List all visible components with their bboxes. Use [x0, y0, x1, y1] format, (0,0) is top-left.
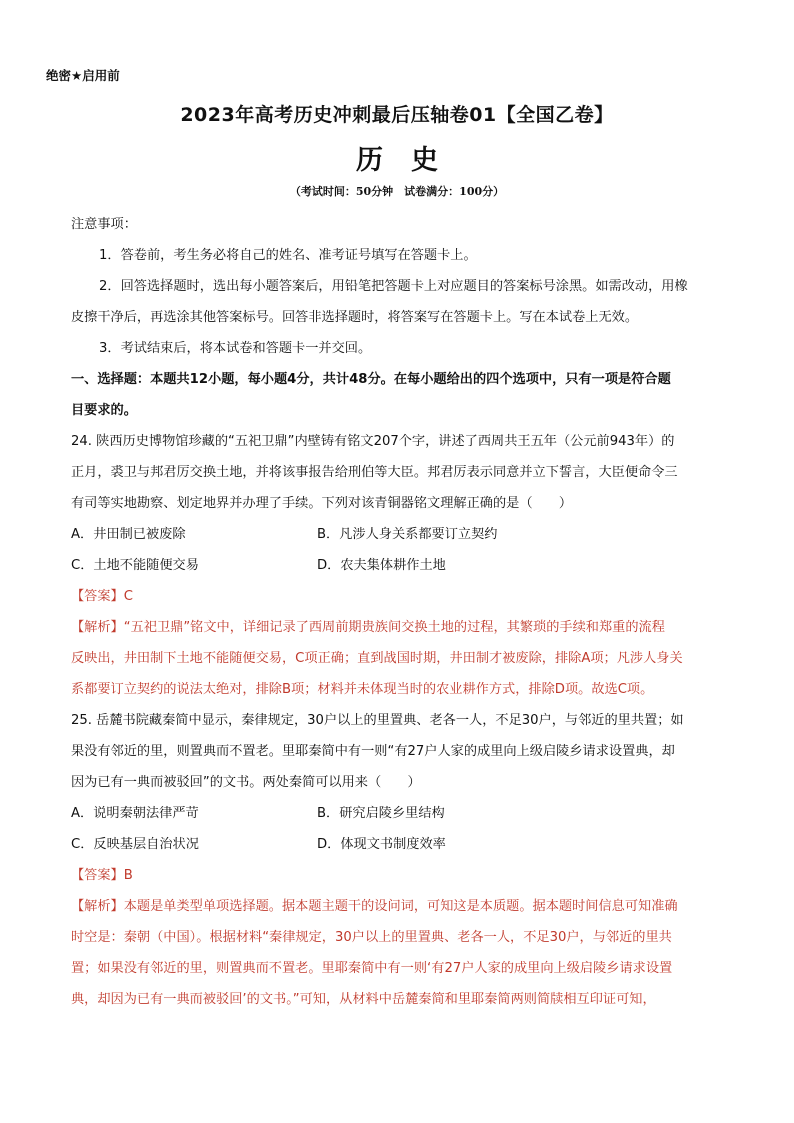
option-c: C．反映基层自治状况 [71, 837, 199, 852]
options-row [71, 519, 726, 550]
answer-line [71, 860, 726, 891]
question-stem: 因为已有一典而被驳回”的文书。两处秦简可以用来（ ） [71, 775, 421, 790]
analysis-line: 【解析】“五祀卫鼎”铭文中，详细记录了西周前期贵族间交换土地的过程，其繁琐的手续和郑重的流程 [71, 620, 665, 635]
question-stem: 果没有邻近的里，则置典而不置老。里耶秦简中有一则“有27户人家的成里向上级启陵乡请求设置典，却 [71, 744, 675, 759]
options-row [71, 798, 726, 829]
options-row [71, 550, 726, 581]
option-a: A．说明秦朝法律严苛 [71, 806, 199, 821]
answer-line [71, 581, 726, 612]
answer-label: 【答案】 [71, 589, 124, 604]
subject-title: 历史 [356, 145, 466, 176]
notice-item: 1．答卷前，考生务必将自己的姓名、准考证号填写在答题卡上。 [99, 248, 477, 263]
option-c: C．土地不能随便交易 [71, 558, 199, 573]
notice-heading: 注意事项： [71, 217, 137, 232]
secret-label: 绝密★启用前 [46, 68, 120, 83]
document-body [71, 209, 726, 1015]
answer-value: B [123, 868, 133, 883]
option-b: B．研究启陵乡里结构 [317, 806, 445, 821]
analysis-line: 【解析】本题是单类型单项选择题。据本题主题干的设问词，可知这是本质题。据本题时间信息可知准确 [71, 899, 678, 914]
question-stem: 有司等实地勘察、划定地界并办理了手续。下列对该青铜器铭文理解正确的是（ ） [71, 496, 573, 511]
section-heading: 一、选择题：本题共12小题，每小题4分，共计48分。在每小题给出的四个选项中，只有一项是符合题 [71, 372, 671, 387]
analysis-line: 典，却因为已有一典而被驳回’的文书。”可知，从材料中岳麓秦简和里耶秦简两则简牍相互印证可知， [71, 992, 656, 1007]
analysis-line: 时空是：秦朝（中国）。根据材料“秦律规定，30户以上的里置典、老各一人，不足30户，与邻近的里共 [71, 930, 672, 945]
option-d: D．农夫集体耕作土地 [317, 558, 446, 573]
analysis-line: 置；如果没有邻近的里，则置典而不置老。里耶秦简中有一则‘有27户人家的成里向上级启陵乡请求设置 [71, 961, 673, 976]
question-stem: 24. 陕西历史博物馆珍藏的“五祀卫鼎”内壁铸有铭文207个字，讲述了西周共王五年（公元前943年）的 [71, 434, 675, 449]
analysis-line: 系都要订立契约的说法太绝对，排除B项；材料并未体现当时的农业耕作方式，排除D项。故选C项。 [71, 682, 654, 697]
question-stem: 25. 岳麓书院藏秦简中显示，秦律规定，30户以上的里置典、老各一人，不足30户，与邻近的里共置；如 [71, 713, 684, 728]
exam-info: （考试时间：50分钟 试卷满分：100分） [289, 185, 505, 198]
option-a: A．井田制已被废除 [71, 527, 186, 542]
answer-value: C [123, 589, 133, 604]
notice-item: 3．考试结束后，将本试卷和答题卡一并交回。 [99, 341, 372, 356]
question-stem: 正月，裘卫与邦君厉交换土地，并将该事报告给刑伯等大臣。邦君厉表示同意并立下誓言，大臣便命令三 [71, 465, 678, 480]
notice-item: 皮擦干净后，再选涂其他答案标号。回答非选择题时，将答案写在答题卡上。写在本试卷上无效。 [71, 310, 639, 325]
options-row [71, 829, 726, 860]
option-d: D．体现文书制度效率 [317, 837, 446, 852]
answer-label: 【答案】 [71, 868, 124, 883]
page-title: 2023年高考历史冲刺最后压轴卷01【全国乙卷】 [180, 104, 614, 126]
analysis-line: 反映出，井田制下土地不能随便交易，C项正确；直到战国时期，井田制才被废除，排除A项；凡涉人身关 [71, 651, 683, 666]
option-b: B．凡涉人身关系都要订立契约 [317, 527, 498, 542]
notice-item: 2．回答选择题时，选出每小题答案后，用铅笔把答题卡上对应题目的答案标号涂黑。如需改动，用橡 [99, 279, 688, 294]
section-heading: 目要求的。 [71, 403, 137, 418]
